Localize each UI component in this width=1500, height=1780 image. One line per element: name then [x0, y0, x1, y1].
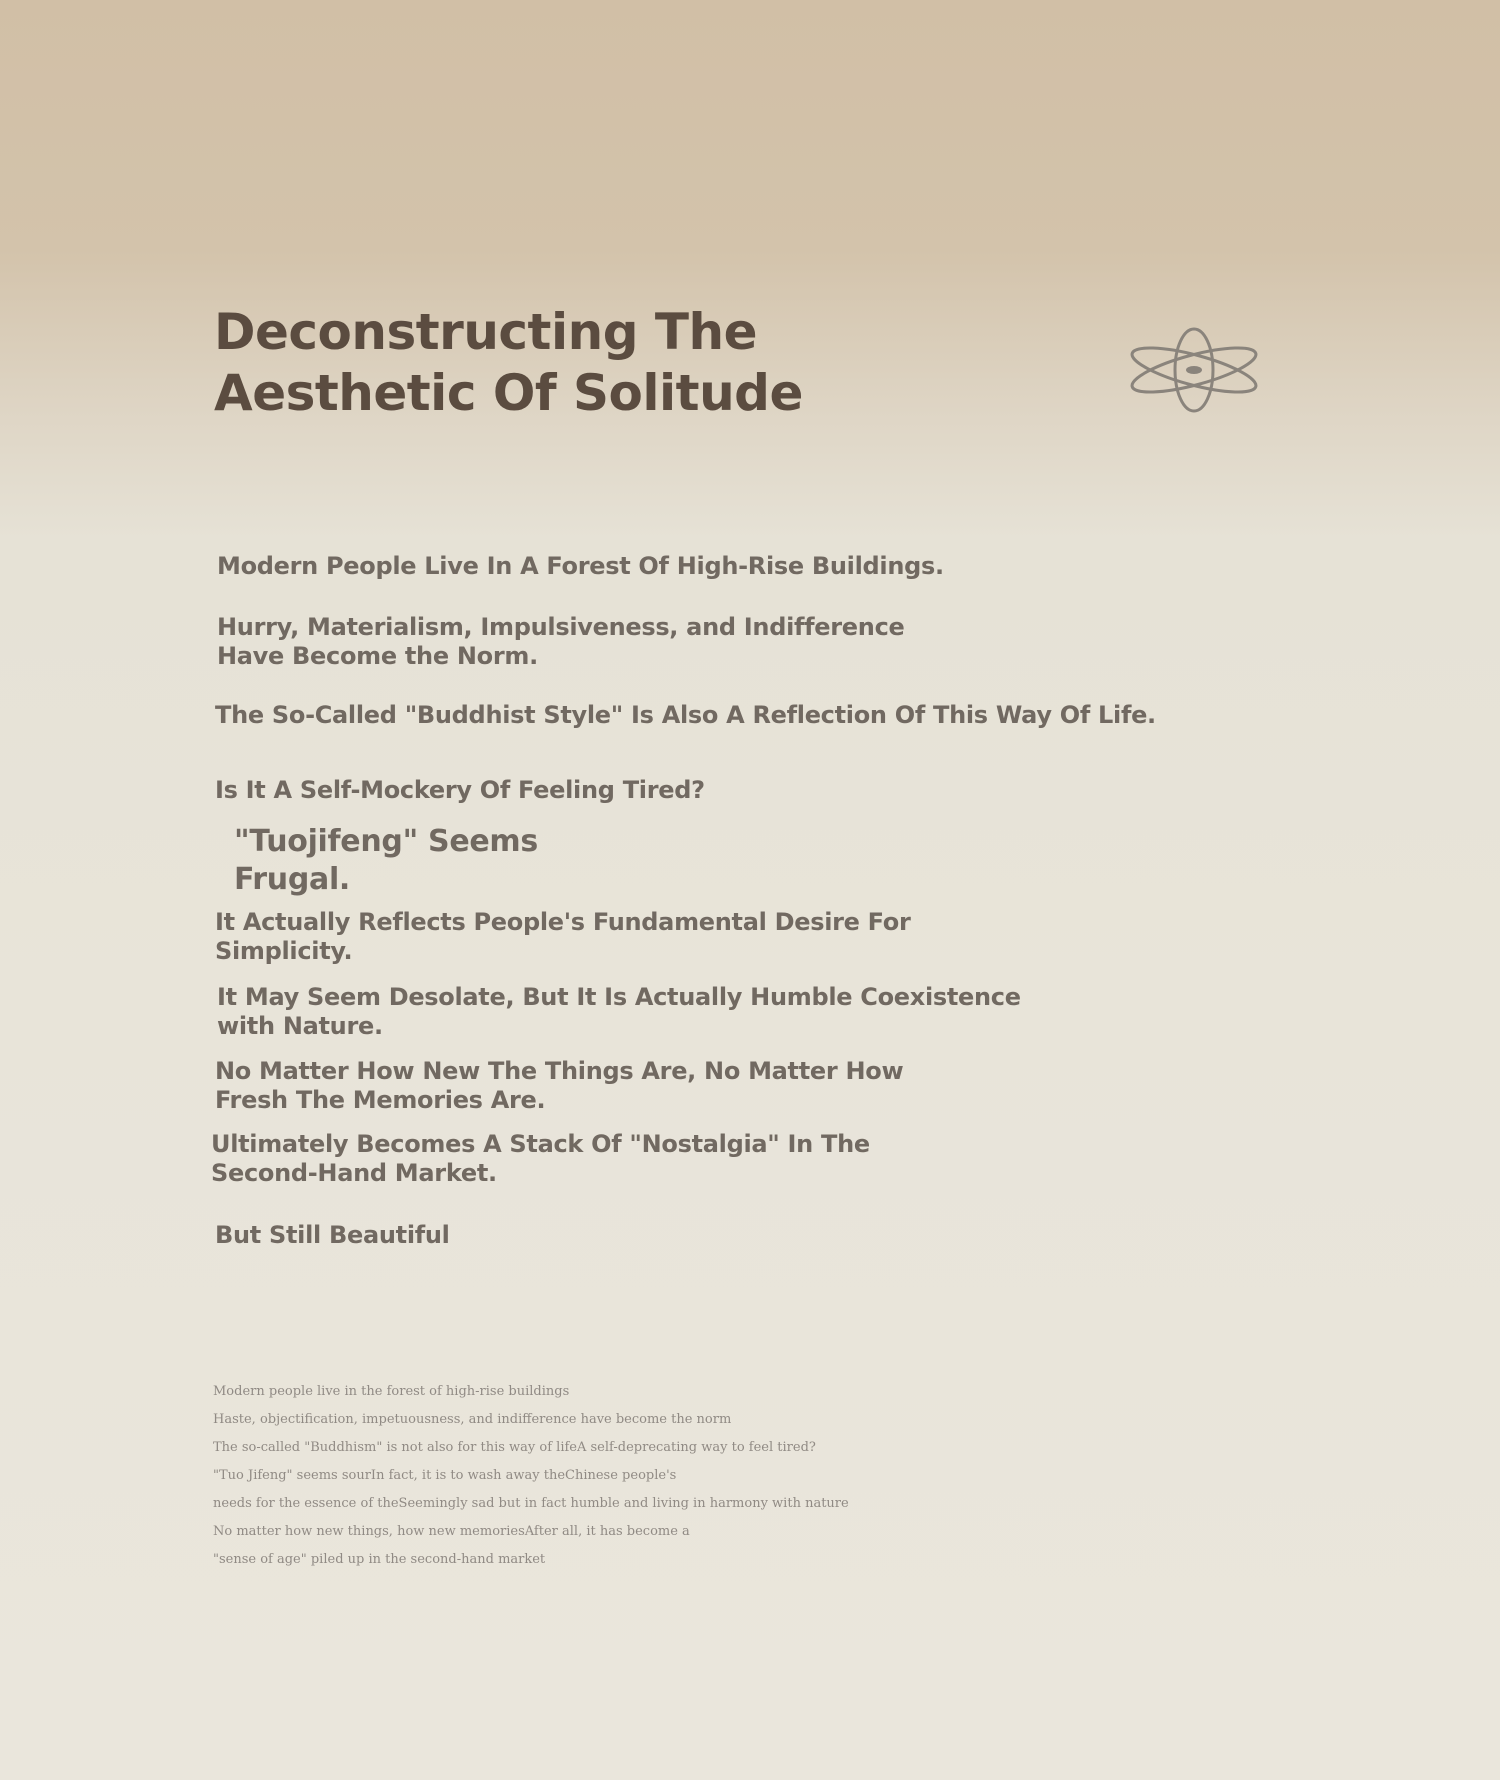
- footnote-line: "Tuo Jifeng" seems sourIn fact, it is to wash away theChinese people's: [213, 1468, 677, 1483]
- statement-line: "Tuojifeng" Seems: [234, 824, 538, 859]
- statement-line: Second-Hand Market.: [211, 1159, 497, 1187]
- statement-norm: [217, 613, 904, 671]
- statement-memories: [215, 1057, 903, 1115]
- statement-buddhist-style: [215, 701, 1156, 730]
- title-line-2: Aesthetic Of Solitude: [214, 364, 803, 422]
- page-title: [214, 302, 803, 424]
- footnote-line: The so-called "Buddhism" is not also for this way of lifeA self-deprecating way to feel tired?: [213, 1440, 816, 1455]
- statement-beautiful: [215, 1221, 450, 1250]
- statement-line: Frugal.: [234, 862, 351, 897]
- footnote-line: "sense of age" piled up in the second-hand market: [213, 1552, 546, 1567]
- statement-tuojifeng: [234, 823, 538, 899]
- footnote-line: Modern people live in the forest of high-rise buildings: [213, 1384, 570, 1399]
- statement-nostalgia: [211, 1130, 870, 1188]
- statement-line: The So-Called "Buddhist Style" Is Also A Reflection Of This Way Of Life.: [215, 701, 1156, 729]
- statement-line: Is It A Self-Mockery Of Feeling Tired?: [215, 776, 705, 804]
- statement-self-mockery: [215, 776, 705, 805]
- statement-line: Ultimately Becomes A Stack Of "Nostalgia" In The: [211, 1130, 870, 1158]
- footnote-line: needs for the essence of theSeemingly sad but in fact humble and living in harmony with nature: [213, 1496, 849, 1511]
- statement-line: Simplicity.: [215, 937, 353, 965]
- footnote-line: Haste, objectification, impetuousness, and indifference have become the norm: [213, 1412, 732, 1427]
- statement-line: Hurry, Materialism, Impulsiveness, and Indifference: [217, 613, 905, 641]
- footnote-list: [213, 1378, 849, 1574]
- statement-line: But Still Beautiful: [215, 1221, 450, 1249]
- statement-simplicity: [215, 908, 911, 966]
- statement-high-rise: [217, 552, 944, 581]
- statement-coexistence: [217, 983, 1021, 1041]
- statement-line: Have Become the Norm.: [217, 642, 538, 670]
- statement-line: Modern People Live In A Forest Of High-Rise Buildings.: [217, 552, 944, 580]
- title-line-1: Deconstructing The: [214, 303, 758, 361]
- statement-line: No Matter How New The Things Are, No Matter How: [215, 1057, 904, 1085]
- statement-line: Fresh The Memories Are.: [215, 1086, 546, 1114]
- footnote-line: No matter how new things, how new memoriesAfter all, it has become a: [213, 1524, 690, 1539]
- statement-line: It Actually Reflects People's Fundamental Desire For: [215, 908, 911, 936]
- statement-line: It May Seem Desolate, But It Is Actually Humble Coexistence: [217, 983, 1021, 1011]
- atom-icon: [1127, 326, 1261, 414]
- statement-line: with Nature.: [217, 1012, 383, 1040]
